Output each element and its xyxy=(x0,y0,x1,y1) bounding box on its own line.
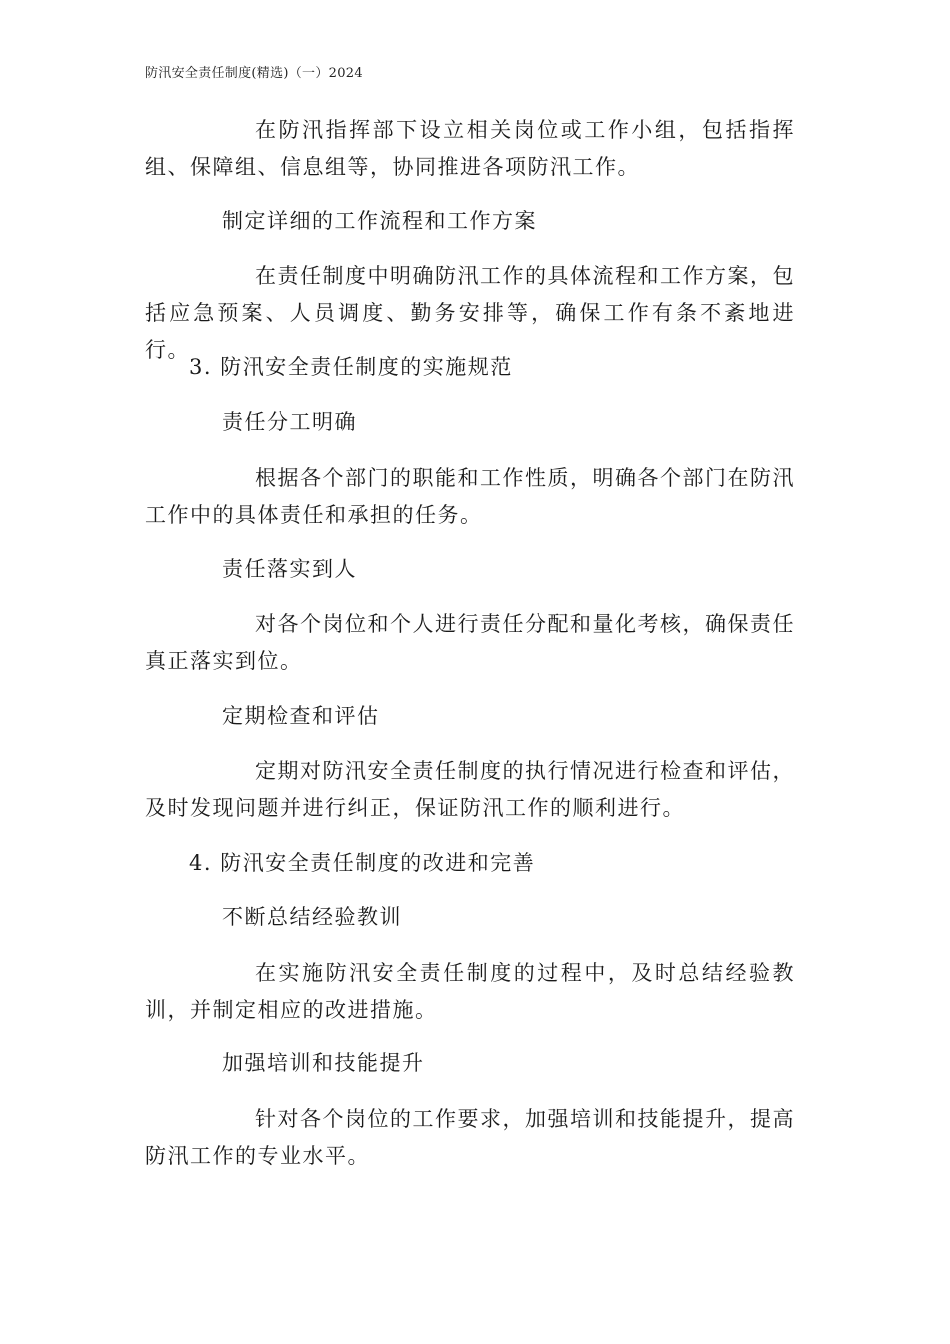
section-heading-3: 3. 防汛安全责任制度的实施规范 xyxy=(189,355,513,379)
paragraph-lessons: 在实施防汛安全责任制度的过程中，及时总结经验教训，并制定相应的改进措施。 xyxy=(145,961,795,1022)
subheading-training: 加强培训和技能提升 xyxy=(222,1051,425,1075)
paragraph-division: 根据各个部门的职能和工作性质，明确各个部门在防汛工作中的具体责任和承担的任务。 xyxy=(145,466,795,527)
subheading-lessons: 不断总结经验教训 xyxy=(222,905,402,929)
page-header: 防汛安全责任制度(精选)（一）2024 xyxy=(145,66,363,81)
subheading-workflow: 制定详细的工作流程和工作方案 xyxy=(222,209,537,233)
section-heading-4: 4. 防汛安全责任制度的改进和完善 xyxy=(189,851,536,875)
paragraph-training: 针对各个岗位的工作要求，加强培训和技能提升，提高防汛工作的专业水平。 xyxy=(145,1107,795,1168)
paragraph-workflow: 在责任制度中明确防汛工作的具体流程和工作方案，包括应急预案、人员调度、勤务安排等，确保工作有条不紊地进行。 xyxy=(145,264,795,362)
subheading-accountability: 责任落实到人 xyxy=(222,557,357,581)
subheading-inspection: 定期检查和评估 xyxy=(222,704,380,728)
paragraph-inspection: 定期对防汛安全责任制度的执行情况进行检查和评估，及时发现问题并进行纠正，保证防汛工作的顺利进行。 xyxy=(145,759,795,820)
paragraph-accountability: 对各个岗位和个人进行责任分配和量化考核，确保责任真正落实到位。 xyxy=(145,612,795,673)
paragraph-workgroups: 在防汛指挥部下设立相关岗位或工作小组，包括指挥组、保障组、信息组等，协同推进各项防汛工作。 xyxy=(145,118,795,179)
subheading-division: 责任分工明确 xyxy=(222,410,357,434)
